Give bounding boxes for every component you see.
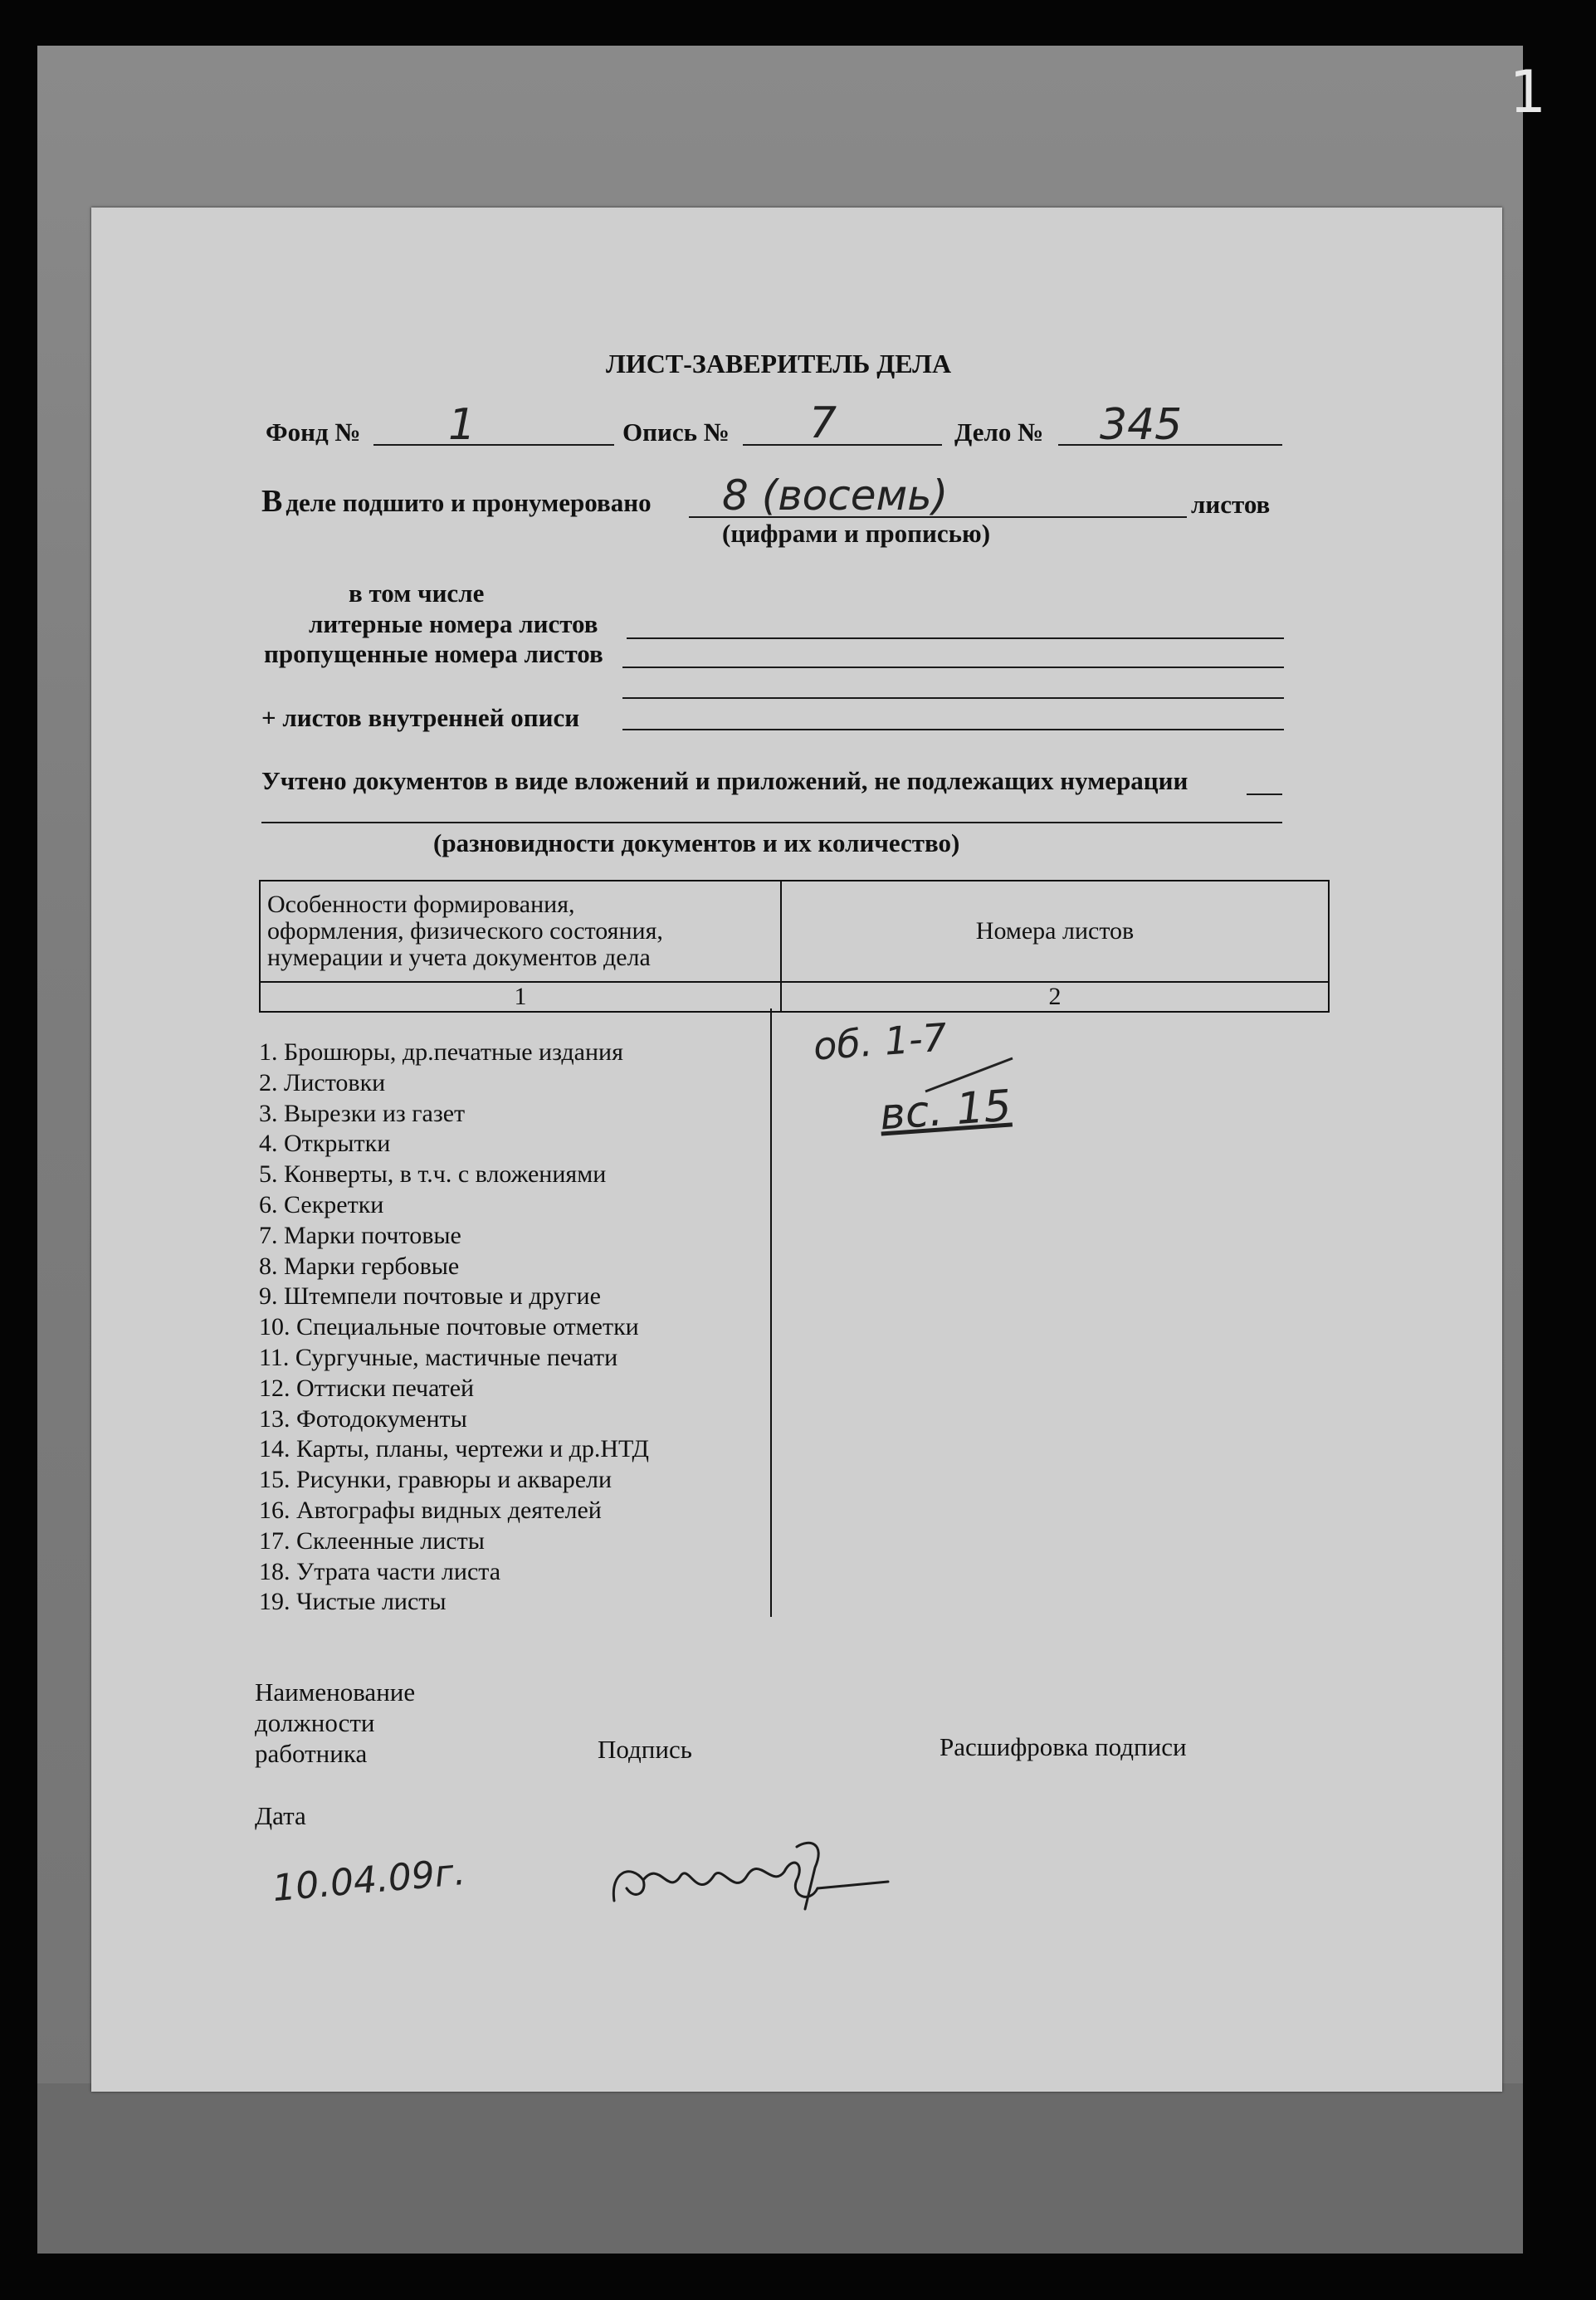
header-col1-line2: оформления, физического состояния, [267,917,663,945]
literal-numbers-label: литерные номера листов [309,609,598,638]
list-item: 10. Специальные почтовые отметки [259,1313,639,1341]
including-label: в том числе [349,579,485,608]
list-item: 1. Брошюры, др.печатные издания [259,1038,623,1066]
sewn-suffix: листов [1191,490,1271,519]
inner-inventory-label: + листов внутренней описи [261,703,580,732]
position-label-line1: Наименование [255,1677,416,1707]
list-item: 3. Вырезки из газет [259,1099,466,1127]
table-container [91,208,1502,2092]
list-item: 15. Рисунки, гравюры и акварели [259,1466,613,1494]
position-label-line3: работника [255,1739,368,1768]
sewn-label-initial: В [261,484,283,519]
table-header-col1 [260,881,781,982]
opis-label: Опись № [622,418,730,447]
signature-label: Подпись [598,1735,692,1764]
folder-page-number: 1 [1509,58,1546,126]
list-item: 5. Конверты, в т.ч. с вложениями [259,1160,607,1189]
position-label [255,1677,415,1769]
decipher-label: Расшифровка подписи [940,1732,1187,1761]
list-item: 9. Штемпели почтовые и другие [259,1282,601,1311]
handwritten-note-1: об. 1-7 [812,1014,949,1069]
signature-image [598,1830,896,1922]
list-item: 17. Склеенные листы [259,1526,485,1555]
sewn-value: 8 (восемь) [722,471,949,520]
table-col1-number: 1 [260,982,781,1012]
header-col1-line3: нумерации и учета документов дела [267,944,651,971]
list-item: 12. Оттиски печатей [259,1374,475,1402]
table-col2-number: 2 [781,982,1329,1012]
handwritten-note-2: вс. 15 [878,1081,1013,1140]
accounted-label: Учтено документов в виде вложений и приложений, не подлежащих нумерации [261,766,1188,795]
list-item: 7. Марки почтовые [259,1221,461,1249]
list-item: 13. Фотодокументы [259,1404,467,1433]
accounted-hint: (разновидности документов и их количество) [433,828,960,857]
list-item: 2. Листовки [259,1068,386,1096]
list-item: 11. Сургучные, мастичные печати [259,1343,618,1371]
list-item: 4. Открытки [259,1130,391,1158]
list-item: 14. Карты, планы, чертежи и др.НТД [259,1435,649,1463]
sewn-hint: (цифрами и прописью) [722,519,991,548]
list-item: 8. Марки гербовые [259,1252,460,1280]
header-col1-line1: Особенности формирования, [267,891,575,918]
table-header-col2: Номера листов [781,881,1329,982]
fond-label: Фонд № [266,418,361,447]
date-value: 10.04.09г. [271,1850,467,1911]
list-item: 16. Автографы видных деятелей [259,1496,602,1524]
document-title: ЛИСТ-ЗАВЕРИТЕЛЬ ДЕЛА [606,349,952,378]
sewn-label-text: деле подшито и пронумеровано [286,488,652,517]
delo-value: 345 [1100,400,1183,450]
missing-numbers-label: пропущенные номера листов [264,639,603,668]
opis-value: 7 [809,398,837,448]
list-item: 6. Секретки [259,1190,384,1218]
table-column-divider [770,1008,772,1617]
position-label-line2: должности [255,1708,375,1737]
delo-label: Дело № [954,418,1044,447]
list-item: 19. Чистые листы [259,1588,447,1616]
features-table [259,880,1330,1013]
list-item: 18. Утрата части листа [259,1557,501,1585]
date-label: Дата [255,1801,306,1830]
fond-value: 1 [448,400,476,450]
features-list [259,1038,649,1618]
folder-bottom-flap [37,2083,1523,2254]
